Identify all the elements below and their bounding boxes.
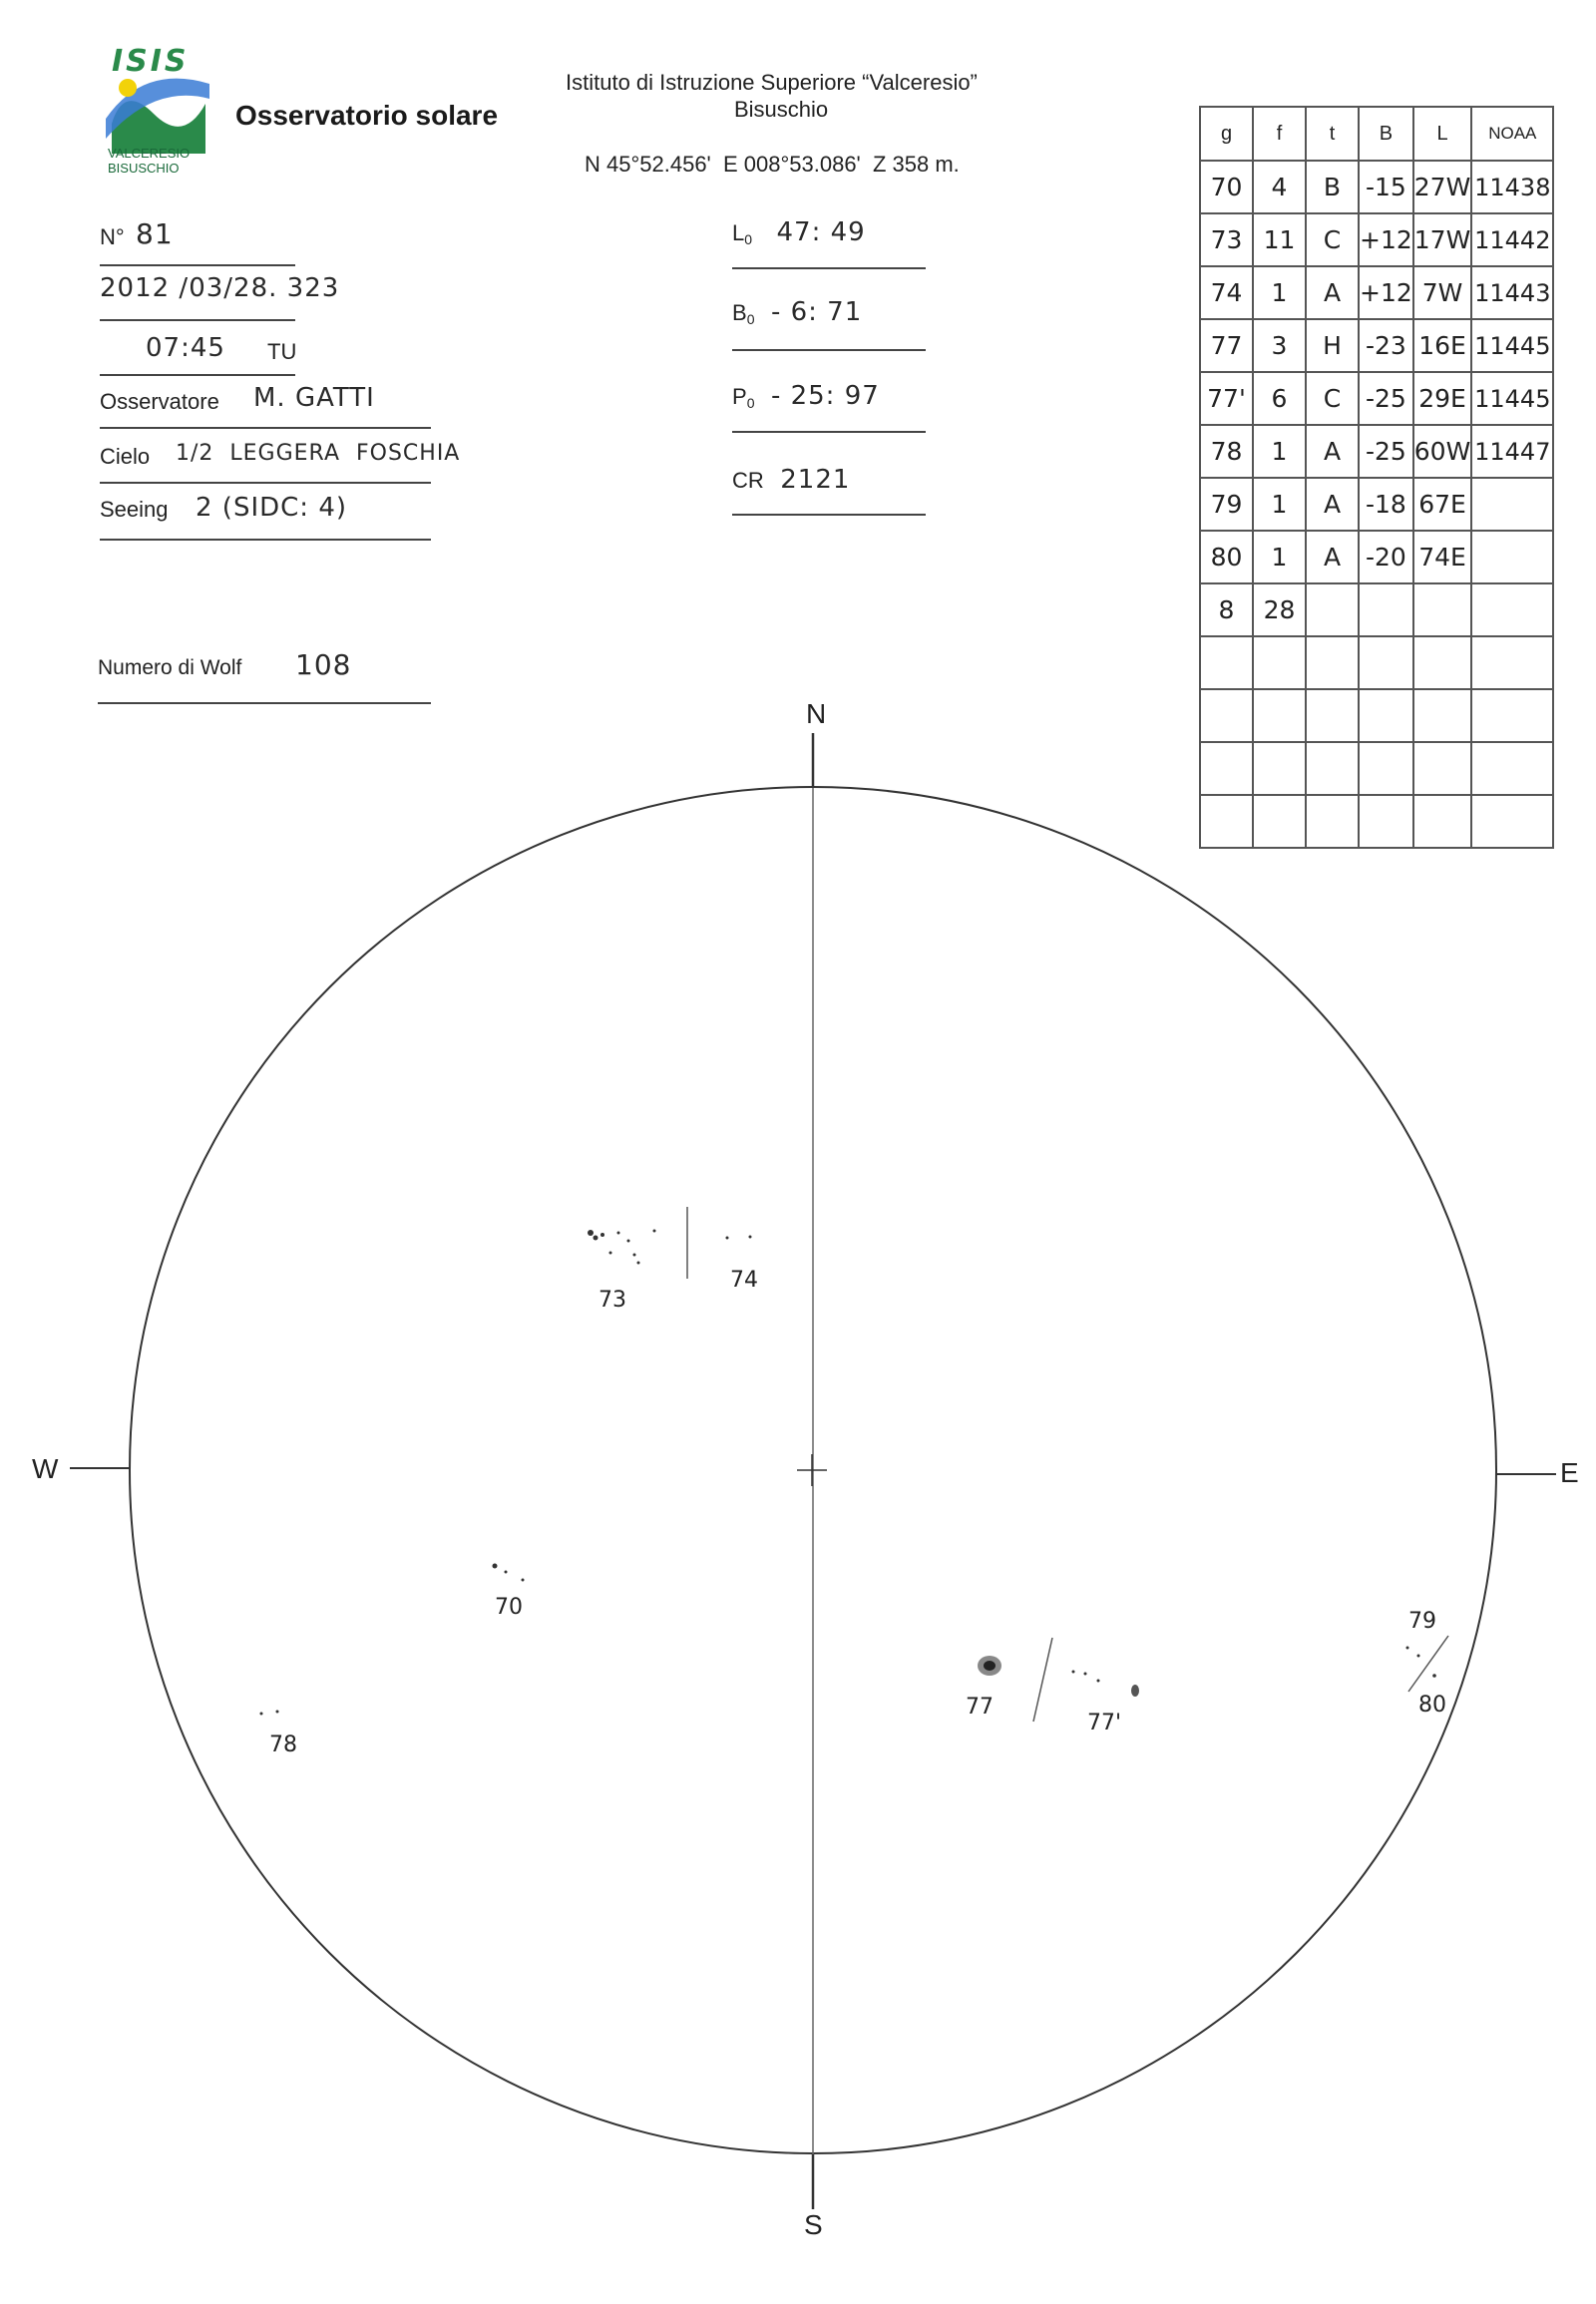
cell-noaa: 11438 xyxy=(1471,161,1553,213)
group-77b-label: 77' xyxy=(1087,1711,1122,1735)
cell-group: 78 xyxy=(1200,425,1253,478)
cell-noaa: 11443 xyxy=(1471,266,1553,319)
cell-latitude: +12 xyxy=(1359,213,1413,266)
cell-noaa: 11447 xyxy=(1471,425,1553,478)
cell-type: A xyxy=(1306,531,1359,583)
wolf-number-value: 108 xyxy=(295,648,352,681)
seeing-label: Seeing xyxy=(100,497,169,522)
cell-noaa: 11445 xyxy=(1471,319,1553,372)
cell-spots: 28 xyxy=(1253,583,1306,636)
group-separator-79-80 xyxy=(1408,1636,1448,1692)
logo-caption-line2: BISUSCHIO xyxy=(108,161,180,176)
cell-group: 8 xyxy=(1200,583,1253,636)
cell-noaa: 11442 xyxy=(1471,213,1553,266)
header-b: B xyxy=(1359,107,1413,161)
group-70-label: 70 xyxy=(495,1595,523,1620)
cell-spots: 11 xyxy=(1253,213,1306,266)
cell-type: H xyxy=(1306,319,1359,372)
l0-label: L xyxy=(732,220,745,245)
cell-type: C xyxy=(1306,213,1359,266)
cell-latitude: -25 xyxy=(1359,425,1413,478)
cell-longitude: 16E xyxy=(1413,319,1472,372)
sky-label: Cielo xyxy=(100,444,151,469)
cell-group: 77' xyxy=(1200,372,1253,425)
group-separator-77-77b xyxy=(1033,1638,1052,1722)
cell-longitude: 74E xyxy=(1413,531,1472,583)
cell-spots: 4 xyxy=(1253,161,1306,213)
cell-spots: 1 xyxy=(1253,531,1306,583)
cell-latitude: -20 xyxy=(1359,531,1413,583)
cell-type: B xyxy=(1306,161,1359,213)
b0-value: - 6: 71 xyxy=(770,297,863,327)
cell-group: 79 xyxy=(1200,478,1253,531)
seeing-value: 2 (SIDC: 4) xyxy=(196,493,348,523)
north-label: N xyxy=(806,698,827,729)
b0-label: B xyxy=(732,300,747,325)
observation-time-unit: TU xyxy=(267,339,297,364)
west-label: W xyxy=(32,1453,59,1484)
observer-value: M. GATTI xyxy=(253,383,375,413)
cell-type: A xyxy=(1306,266,1359,319)
sunspot-group-77 xyxy=(978,1656,1001,1676)
sunspot-group-74 xyxy=(726,1236,752,1240)
cell-latitude: -15 xyxy=(1359,161,1413,213)
cell-latitude: -18 xyxy=(1359,478,1413,531)
cell-longitude: 27W xyxy=(1413,161,1472,213)
sunspot-group-78 xyxy=(260,1711,279,1716)
logo-text: ISIS xyxy=(112,44,190,79)
south-label: S xyxy=(804,2209,823,2240)
header-noaa: NOAA xyxy=(1471,107,1553,161)
east-label: E xyxy=(1560,1457,1579,1488)
cell-latitude: -23 xyxy=(1359,319,1413,372)
wolf-number-label: Numero di Wolf xyxy=(98,656,242,679)
group-77-label: 77 xyxy=(966,1695,994,1720)
group-79-label: 79 xyxy=(1408,1609,1436,1634)
cell-spots: 3 xyxy=(1253,319,1306,372)
observation-number-label: N° xyxy=(100,224,125,249)
observatory-title: Osservatorio solare xyxy=(235,100,499,131)
group-73-label: 73 xyxy=(598,1288,626,1313)
sunspot-group-77b xyxy=(1072,1671,1140,1698)
cell-group: 80 xyxy=(1200,531,1253,583)
sky-value: 1/2 LEGGERA FOSCHIA xyxy=(176,441,461,466)
header-l: L xyxy=(1413,107,1472,161)
sunspot-group-73 xyxy=(588,1230,656,1265)
cell-longitude: 29E xyxy=(1413,372,1472,425)
header-t: t xyxy=(1306,107,1359,161)
cr-value: 2121 xyxy=(780,465,851,495)
cell-latitude: -25 xyxy=(1359,372,1413,425)
cell-longitude: 60W xyxy=(1413,425,1472,478)
cell-longitude: 17W xyxy=(1413,213,1472,266)
cell-latitude: +12 xyxy=(1359,266,1413,319)
cell-group: 74 xyxy=(1200,266,1253,319)
cell-longitude: 67E xyxy=(1413,478,1472,531)
p0-subscript: 0 xyxy=(746,395,755,412)
cell-group: 70 xyxy=(1200,161,1253,213)
cell-spots: 1 xyxy=(1253,478,1306,531)
observer-label: Osservatore xyxy=(100,389,219,414)
header-f: f xyxy=(1253,107,1306,161)
cell-noaa: 11445 xyxy=(1471,372,1553,425)
institute-town: Bisuschio xyxy=(734,97,829,122)
cell-longitude: 7W xyxy=(1413,266,1472,319)
l0-subscript: 0 xyxy=(744,231,753,248)
cr-label: CR xyxy=(732,468,764,493)
observation-number-value: 81 xyxy=(136,217,174,250)
cell-group: 77 xyxy=(1200,319,1253,372)
header-g: g xyxy=(1200,107,1253,161)
cell-spots: 6 xyxy=(1253,372,1306,425)
institute-name: Istituto di Istruzione Superiore “Valceresio” xyxy=(566,70,978,95)
l0-value: 47: 49 xyxy=(776,217,866,247)
b0-subscript: 0 xyxy=(746,311,755,328)
p0-label: P xyxy=(732,384,747,409)
cell-type: A xyxy=(1306,425,1359,478)
sunspot-group-80 xyxy=(1432,1674,1436,1678)
observation-time-value: 07:45 xyxy=(146,333,225,363)
observation-date-value: 2012 /03/28. 323 xyxy=(100,273,340,303)
cell-group: 73 xyxy=(1200,213,1253,266)
cell-spots: 1 xyxy=(1253,425,1306,478)
sunspot-group-70 xyxy=(493,1564,525,1582)
observatory-coordinates: N 45°52.456' E 008°53.086' Z 358 m. xyxy=(585,152,960,177)
sunspot-group-79 xyxy=(1406,1647,1420,1658)
group-80-label: 80 xyxy=(1418,1693,1446,1718)
logo-caption-line1: VALCERESIO xyxy=(108,146,191,161)
group-74-label: 74 xyxy=(730,1268,758,1293)
group-78-label: 78 xyxy=(269,1732,297,1757)
cell-type: A xyxy=(1306,478,1359,531)
cell-spots: 1 xyxy=(1253,266,1306,319)
p0-value: - 25: 97 xyxy=(770,381,880,411)
cell-type: C xyxy=(1306,372,1359,425)
